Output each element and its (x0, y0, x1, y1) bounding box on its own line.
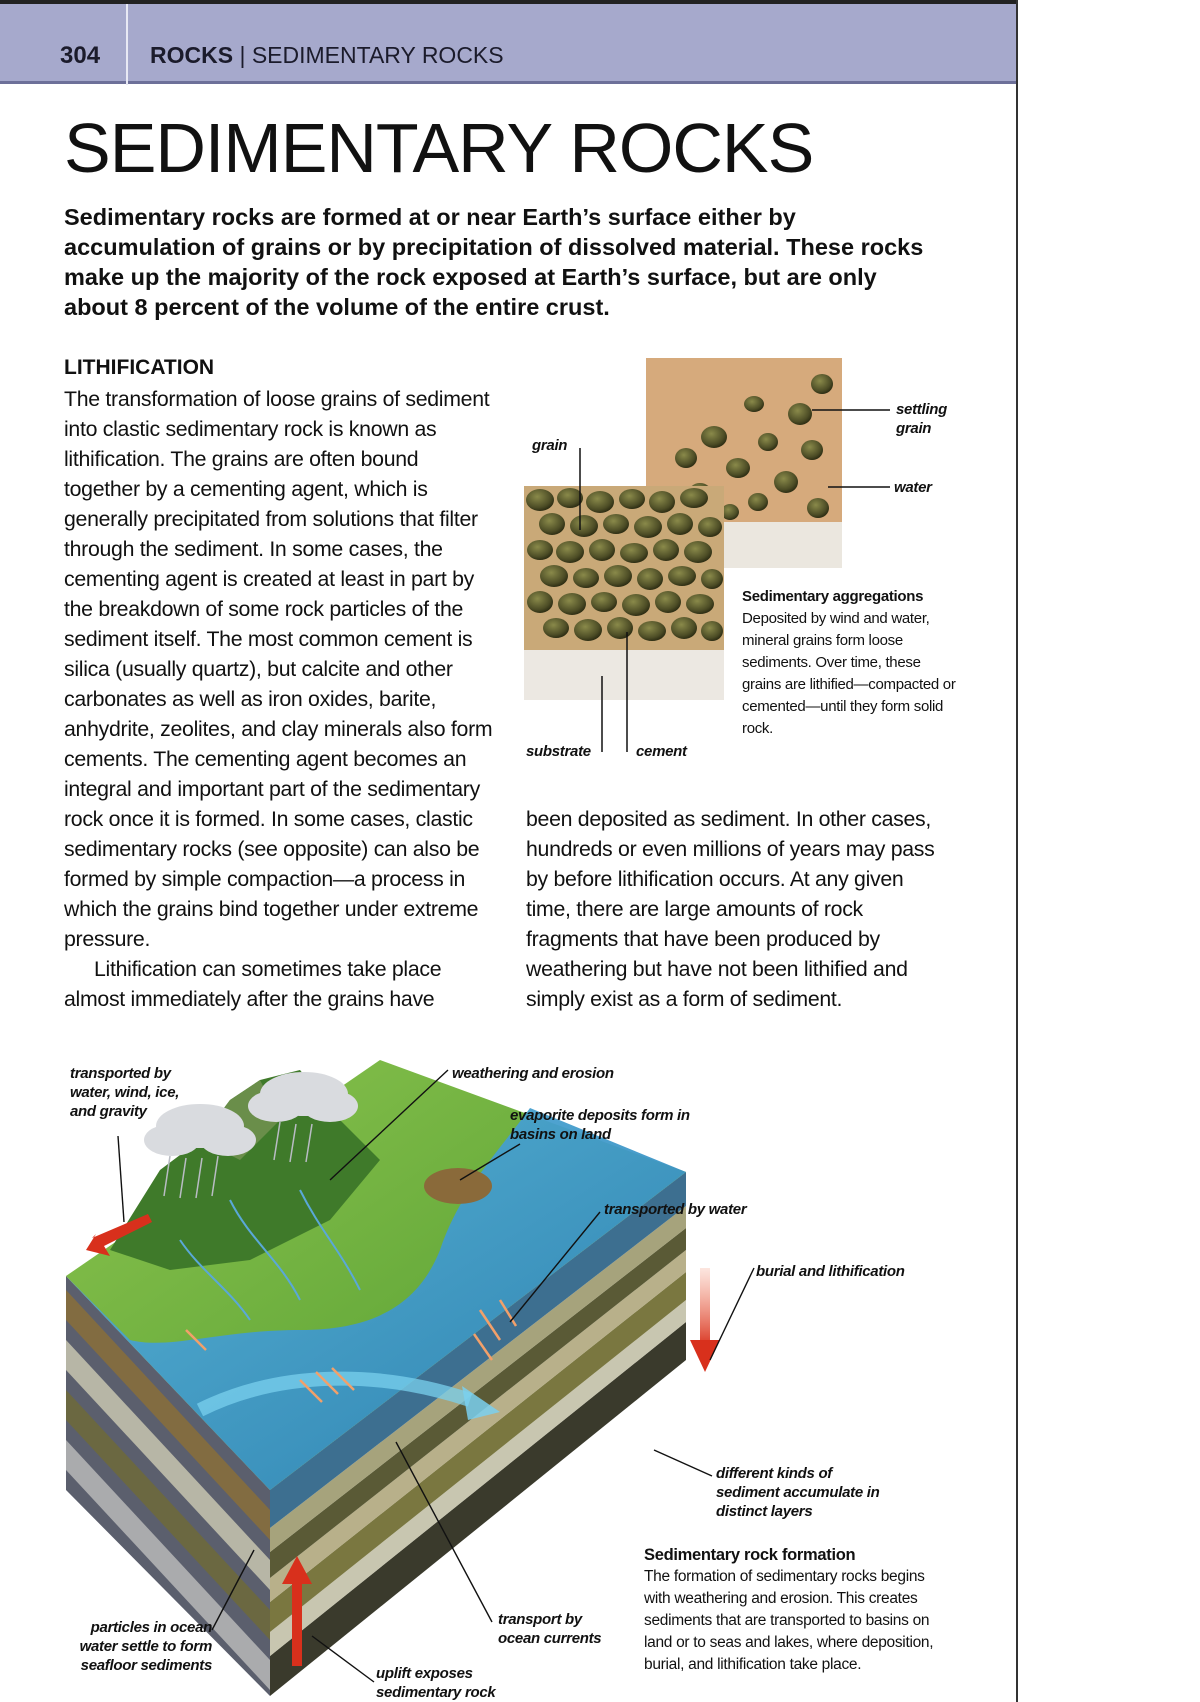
label-burial-and-lithification: burial and lithification (756, 1263, 905, 1280)
body-paragraph-2-start: Lithification can sometimes take place almost immediately after the grains have (64, 957, 442, 1011)
header-separator: | (239, 42, 246, 68)
page-number: 304 (60, 42, 101, 69)
figure1-caption-title: Sedimentary aggregations (742, 588, 924, 605)
uplift-arrow-shaft (292, 1580, 302, 1666)
page-title: SEDIMENTARY ROCKS (64, 109, 814, 187)
burial-arrow-shaft (700, 1268, 710, 1348)
figure2-caption (644, 1544, 944, 1676)
figure2-caption-text: The formation of sedimentary rocks begins with weathering and erosion. This creates sediments that are transported to basins on land or to seas and lakes, where deposition, burial, and lithification take place. (644, 1568, 934, 1673)
body-paragraph-1: The transformation of loose grains of sediment into clastic sedimentary rock is known as lithification. The grains are often bound together by a cementing agent, which is generally precipitated from solutions that filter through the sediment. In some cases, the cementing agent is created at least in part by the breakdown of some rock particles of the sediment itself. The most common cement is silica (usually quartz), but calcite and other carbonates as well as iron oxides, barite, anhydrite, zeolites, and clay minerals also form cements. The cementing agent becomes an integral and important part of the sedimentary rock once it is formed. In some cases, clastic sedimentary rocks (see opposite) can also be formed by simple compaction—a process in which the grains bind together under extreme pressure. (64, 387, 493, 951)
label-evaporite-deposits: evaporite deposits form in basins on land (510, 1107, 690, 1143)
figure2-caption-title: Sedimentary rock formation (644, 1546, 856, 1564)
label-uplift: uplift exposes sedimentary rock (376, 1665, 496, 1701)
header-subsection: SEDIMENTARY ROCKS (251, 42, 504, 68)
burial-arrow-head (690, 1340, 720, 1372)
lithification-heading: LITHIFICATION (64, 356, 215, 379)
label-ocean-currents: transport by ocean currents (498, 1611, 602, 1647)
label-seafloor-sediments: particles in ocean water settle to form seafloor sediments (79, 1619, 212, 1674)
header-section: ROCKS (150, 42, 234, 68)
label-substrate: substrate (526, 743, 591, 760)
label-settling-grain: settling grain (896, 401, 947, 437)
evaporite-basin (424, 1168, 492, 1204)
body-paragraph-2-cont: been deposited as sediment. In other cases, hundreds or even millions of years may pass by before lithification occurs. At any given time, there are large amounts of rock fragments that have been produced by weathering but have not been lithified and simply exist as a form of sediment. (526, 807, 935, 1011)
figure1-caption-text: Deposited by wind and water, mineral grains form loose sediments. Over time, these grains are lithified—compacted or cemented—until they form solid rock. (742, 610, 956, 737)
label-grain: grain (532, 437, 568, 454)
label-weathering-and-erosion: weathering and erosion (452, 1065, 614, 1082)
label-water: water (894, 479, 932, 496)
label-distinct-layers: different kinds of sediment accumulate in distinct layers (716, 1465, 880, 1520)
label-transported-by-water: transported by water (604, 1201, 747, 1218)
label-transported-by-water-wind-ice: transported by water, wind, ice, and gravity (70, 1065, 180, 1120)
label-cement: cement (636, 743, 687, 760)
intro-paragraph: Sedimentary rocks are formed at or near Earth’s surface either by accumulation of grains or by precipitation of dissolved material. These rocks make up the majority of the rock exposed at Earth’s surface, but are only about 8 percent of the volume of the entire crust. (64, 204, 924, 320)
